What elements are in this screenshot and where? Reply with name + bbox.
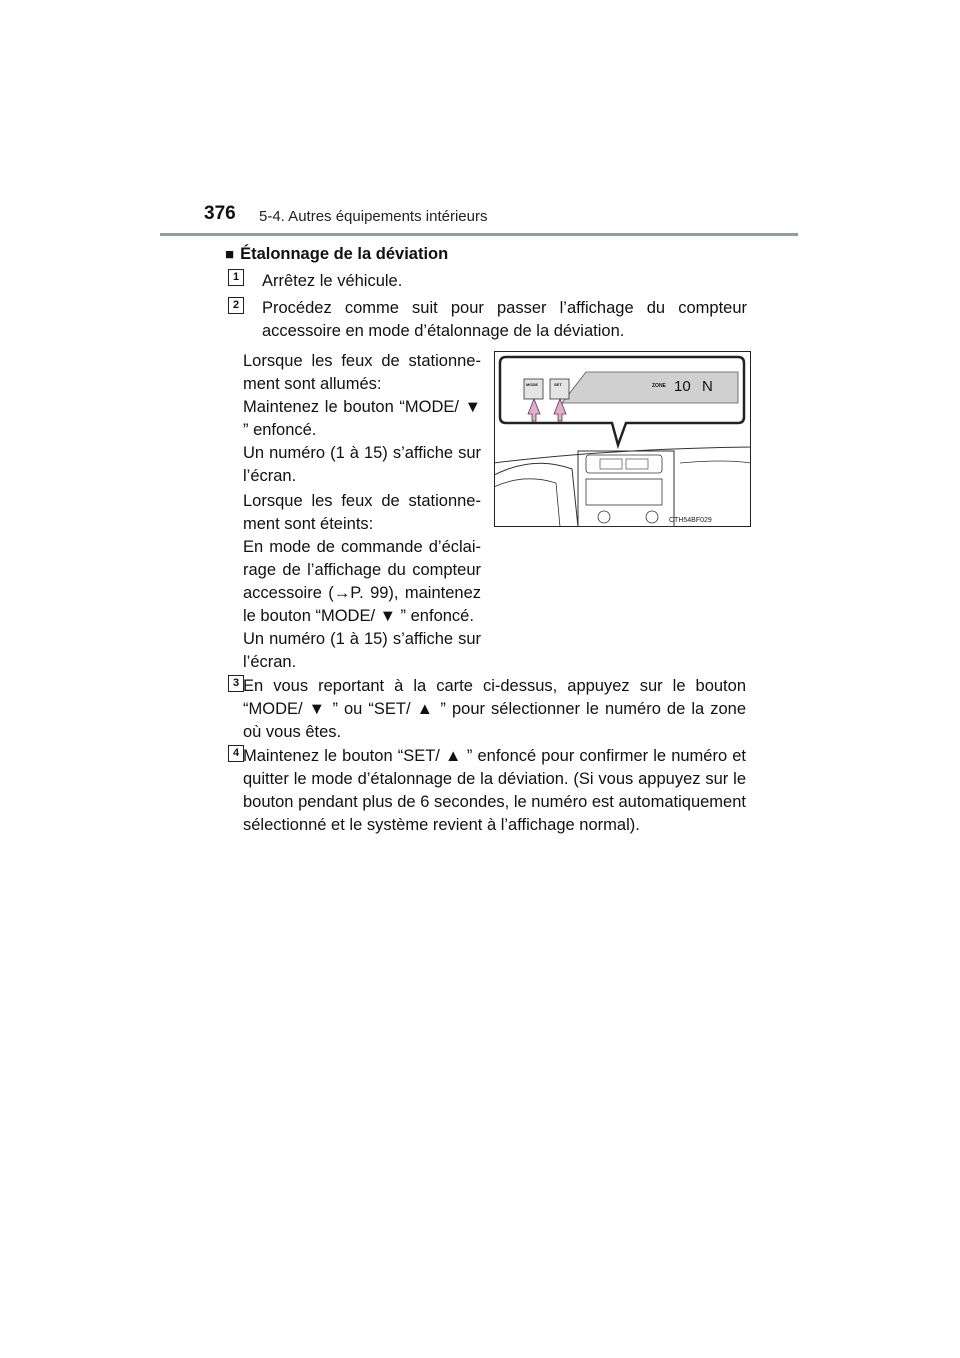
zone-label: ZONE xyxy=(652,383,666,389)
parking-on-instruction: Maintenez le bouton “MODE/ ▼ ” enfoncé. xyxy=(243,398,481,439)
figure-code: CTH54BF029 xyxy=(669,517,712,524)
parking-off-condition: Lorsque les feux de stationnement sont éteints: xyxy=(243,492,481,533)
step-3-badge: 3 xyxy=(228,675,244,692)
page-header xyxy=(0,0,960,240)
direction-value: N xyxy=(702,378,713,395)
parking-lights-on-block xyxy=(243,350,481,488)
dashboard-svg xyxy=(494,351,751,527)
heading-title: Étalonnage de la déviation xyxy=(240,245,449,263)
step-1-text: Arrêtez le véhicule. xyxy=(262,272,403,290)
square-bullet-icon: ■ xyxy=(225,246,235,263)
subsection-heading xyxy=(225,243,448,266)
step-2-text-content: Procédez comme suit pour passer l’affichage du compteur accessoire en mode d’étalonnage de la déviation. xyxy=(262,299,747,340)
step-1-badge: 1 xyxy=(228,269,244,286)
step-2-text xyxy=(262,297,747,343)
parking-off-result: Un numéro (1 à 15) s’affiche sur l’écran. xyxy=(243,630,481,671)
header-divider xyxy=(160,233,798,236)
step-4-badge: 4 xyxy=(228,745,244,762)
step-3-text: En vous reportant à la carte ci-dessus, appuyez sur le bouton “MODE/ ▼ ” ou “SET/ ▲ ” pour sélectionner le numéro de la zone où vous êtes. xyxy=(243,677,746,741)
dashboard-illustration xyxy=(494,351,751,527)
parking-lights-off-block xyxy=(243,490,481,674)
zone-value: 10 xyxy=(674,378,691,395)
parking-on-result: Un numéro (1 à 15) s’affiche sur l’écran. xyxy=(243,444,481,485)
parking-on-condition: Lorsque les feux de stationnement sont allumés: xyxy=(243,352,481,393)
page-number: 376 xyxy=(204,203,236,224)
step-2-badge: 2 xyxy=(228,297,244,314)
section-title: 5-4. Autres équipements intérieurs xyxy=(259,208,488,225)
step-4-text: Maintenez le bouton “SET/ ▲ ” enfoncé pour confirmer le numéro et quitter le mode d’étalonnage de la déviation. (Si vous appuyez sur le bouton pendant plus de 6 secondes, le numéro est automatiquement sélectionné et le système revient à l’affichage normal). xyxy=(243,747,746,834)
mode-button-label: MODE xyxy=(526,382,538,387)
parking-off-instruction: En mode de commande d’éclairage de l’affichage du compteur accessoire (→P. 99), maintenez le bouton “MODE/ ▼ ” enfoncé. xyxy=(243,538,481,625)
set-button-label: SET xyxy=(554,382,562,387)
